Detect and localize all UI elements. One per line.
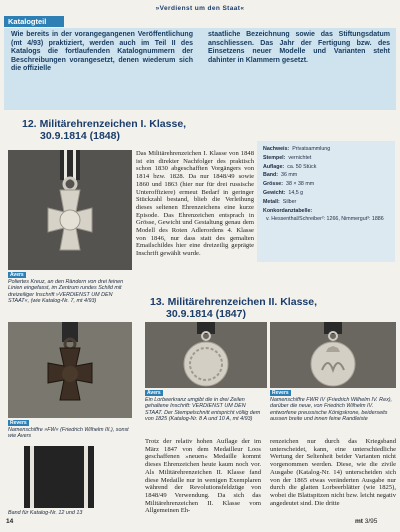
item-13-title: Militärehrenzeichen II. Klasse, [167,296,317,308]
medal-avers-caption: Ein Lorbeerkranz umgibt die in drei Zeilen gehaltene Inschrift: VERDIENST UM DEN STAAT. Der Stempelschnitt entspricht völlig dem von 1825 (Katalog-Nr. 8 A und 10 A, mt 4/93) [145,397,261,423]
item-12-body: Das Militärehrenzeichen I. Klasse von 1848 ist ein direkter Nachfolger des praktisch schon 1830 abgeschafften Vorgängers von 1814 bzw. 1828. Da nur 1848/49 sowie 1860 und 1863 (hier nur für drei russische Unteroffiziere) ermeut Bedarf in geringer Stückzahl bestand, blieb die Verleihung dieses seltenen Ehrenzeichens eine kurze Episode. Das Ehrenzeichen entsprach in Grösse, Gewicht und Gestaltung genau dem Modell des Roten Adlerordens 4. Klasse von 1846, nur dass statt des gemalten Emailschildes hier eine dreizeilig geprägte Inschrift gewählt wurde. [136,150,254,258]
issue-info [355,518,377,528]
facts-row [263,199,389,206]
item-12-caption: Poliertes Kreuz, an den Rändern von drei feinen Linien eingefasst, im Zentrum rundes Schild mit dreizeiliger Inschrift »VERDIENST UM DEN STAAT«, (wie Katalog-Nr. 7, mt 4/93) [8,279,124,305]
facts-row [263,164,389,171]
medal-revers-photo [270,322,396,388]
facts-value: ca. 50 Stück [287,163,317,170]
item-12-heading [22,118,186,130]
facts-key: Auflage: [263,163,285,170]
facts-row [263,172,389,179]
facts-key: Nachweis: [263,146,290,152]
facts-value: vernichtet [288,154,312,161]
item-12-caption-label: Avers [10,272,24,278]
intro-box [4,28,396,110]
facts-row [263,216,389,223]
item-13-heading [150,296,317,308]
ribbon-photo [24,446,94,508]
facts-key: Gewicht: [263,189,286,196]
facts-value: Silber [282,198,297,205]
facts-sidebar [257,141,395,262]
ribbon-caption: Band für Katalog-Nr. 12 und 13 [8,510,83,516]
intro-right-column: staatliche Bezeichnung sowie das Stiftungsdatum anschliessen. Das Jahr der Fertigung bzw. des Einsetzens neuer Modelle und Varianten steht dahinter in Klammern gesetzt. [208,31,390,64]
facts-row [263,155,389,162]
facts-key: Metall: [263,198,280,205]
facts-key: Grösse: [263,181,284,188]
item-12-title: Militärehrenzeichen I. Klasse, [39,118,187,130]
item-13-body-left: Trotz der relativ hohen Auflage der im März 1847 von dem Medailleur Loos geschaffenen »neuen« Medaille kommt dieses Ehrenzeichen heute kaum noch vor. Als Militärehrenzeichen II. Klasse fand diese Medaille nur in wenigen Exemplaren während der Revolutionsfeldzüge von 1848/49 Verwendung. Da sich das Militärehrenzeichen II. Klasse vom Allgemeinen Eh- [145,438,261,515]
intro-left-column: Wie bereits in der vorangegangenen Veröffentlichung (mt 4/93) praktiziert, werden auch im Teil II des Katalogs die fortlaufenden Katalognummern der Beschreibungen vorangesetzt, denen wiederum sich die offizielle [11,31,193,73]
item-13-number: 13. [150,296,165,308]
facts-key: Band: [263,172,279,179]
facts-value: v. Hessenthal/Schreiber²: 1266, Nimmergut³: 1886 [266,216,384,223]
facts-value: Privatsammlung [292,146,331,152]
cross-avers-image [8,150,132,270]
page-number: 14 [6,518,14,525]
facts-value: 36 mm [281,172,298,179]
facts-key: Konkordanztabelle: [263,207,313,214]
issue-number: 3/95 [364,518,378,525]
item-12-photo [8,150,132,270]
item-12-number: 12. [22,118,37,130]
section-tag: Katalogteil [4,16,64,27]
facts-value: 14,5 g [288,189,304,196]
medal-avers-caption-label: Avers [147,390,161,396]
facts-row [263,208,389,215]
medal-revers-caption: Namenschiffre FWR IV (Friedrich Wilhelm IV. Rex), darüber die neue, von Friedrich Wilhelm IV. entworfene preussische Königskrone, beiderseits aussen breite und innen feine Randleiste [270,397,393,423]
cross-revers-image [8,322,132,418]
issue-mt: mt [355,518,363,525]
running-header: »Verdienst um den Staat« [155,5,245,12]
cross-revers-photo [8,322,132,418]
facts-value: 38 × 38 mm [286,181,315,188]
item-13-subtitle: 30.9.1814 (1847) [166,308,246,320]
cross-revers-caption-label: Revers [10,420,27,426]
medal-avers-image [145,322,267,388]
item-13-body-right: renzeichen nur durch das Kriegsband unterscheidet, kann, eine unterschiedliche Wertung der Seltenheit beider Varianten nicht vorgenommen werden. Diese, wie die zivile Ausgabe (Katalog-Nr. 14) unterscheiden sich von der 1865 etwas veränderten Ausgabe nur durch die glatten Lorbeerblätter (wie 1825), wobei die Blattspitzen nicht bzw. leicht negativ angedeutet sind. Die dritte [270,438,396,507]
facts-row [263,146,389,153]
cross-revers-caption: Namenschiffre »FW« (Friedrich Wilhelm III.), sonst wie Avers [8,427,129,440]
facts-row [263,181,389,188]
facts-key: Stempel: [263,154,286,161]
medal-revers-image [270,322,396,388]
facts-row [263,190,389,197]
item-12-subtitle: 30.9.1814 (1848) [40,130,120,142]
medal-avers-photo [145,322,267,388]
ribbon-image [24,446,94,508]
medal-revers-caption-label: Revers [272,390,289,396]
